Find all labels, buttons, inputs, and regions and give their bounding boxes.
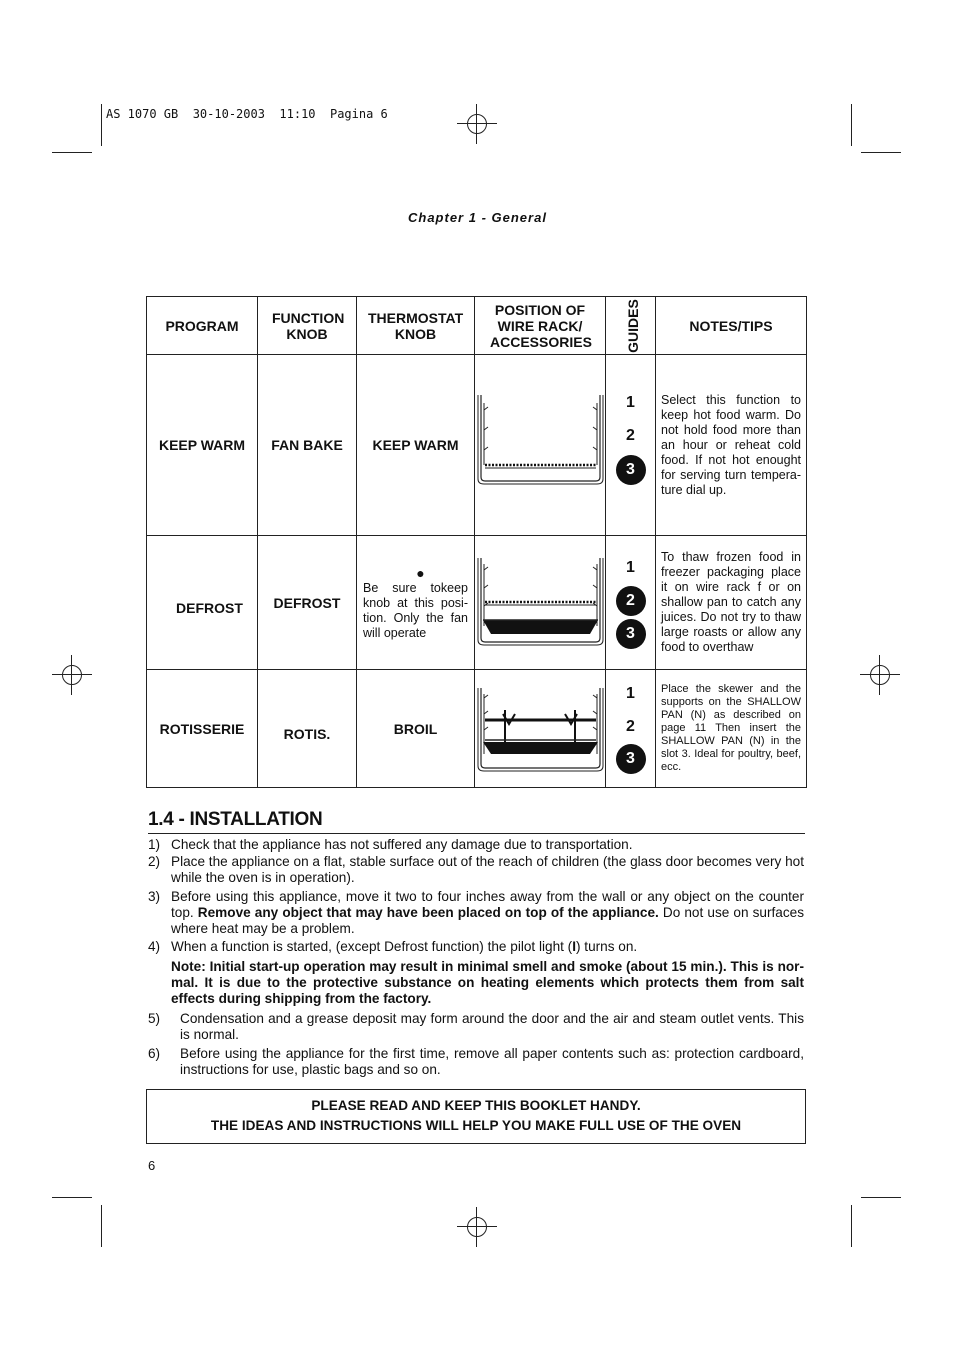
guide-number-2: 2 <box>626 718 635 735</box>
cell-program: KEEP WARM <box>147 355 258 536</box>
crop-mark <box>101 1205 102 1247</box>
registration-mark-icon <box>457 1207 497 1247</box>
header-notes: NOTES/TIPS <box>656 297 807 355</box>
cell-program: ROTISSERIE <box>147 670 258 788</box>
header-position-text: POSITION OF WIRE RACK/ ACCESSORIES <box>490 301 592 350</box>
note-text: Note: Initial start-up operation may result in minimal smell and smoke (about 15 min.). This is nor-mal. It is due to the protective substance on heating elements which protects them from salt effects during shipping from the factory. <box>171 959 804 1006</box>
item-text: Before using the appliance for the first time, remove all paper contents such as: protection cardboard, instructions for use, plastic bags and so on. <box>180 1046 804 1077</box>
thermostat-note: Be sure tokeep knob at this posi-tion. Only the fan will operate <box>363 580 468 640</box>
oven-rack-pan-diagram-icon <box>475 536 606 669</box>
section-title: 1.4 - INSTALLATION <box>148 809 323 830</box>
crop-mark <box>851 1205 852 1247</box>
notice-line-1: PLEASE READ AND KEEP THIS BOOKLET HANDY. <box>311 1098 641 1113</box>
item-text-part: When a function is started, (except Defrost function) the pilot light ( <box>171 939 573 954</box>
notice-line-2: THE IDEAS AND INSTRUCTIONS WILL HELP YOU MAKE FULL USE OF THE OVEN <box>210 1118 742 1133</box>
table-row <box>147 670 807 788</box>
list-item <box>148 889 804 937</box>
registration-mark-icon <box>457 104 497 144</box>
registration-mark-icon <box>52 655 92 695</box>
header-program: PROGRAM <box>147 297 258 355</box>
header-function-knob <box>258 297 357 355</box>
item-number: 2) <box>148 854 161 869</box>
guide-number-1: 1 <box>626 559 635 576</box>
item-text: Place the appliance on a flat, stable surface out of the reach of children (the glass door becomes very hot while the oven is in operation). <box>171 854 804 885</box>
page-number: 6 <box>148 1158 156 1173</box>
print-slug: AS 1070 GB 30-10-2003 11:10 Pagina 6 <box>106 107 388 121</box>
crop-mark <box>52 1197 92 1198</box>
installation-note <box>148 959 804 1007</box>
item-text: Condensation and a grease deposit may form around the door and the air and steam outlet vents. This is normal. <box>180 1011 804 1042</box>
program-table <box>146 296 807 788</box>
header-position <box>475 297 606 355</box>
crop-mark <box>101 104 102 146</box>
cell-function: DEFROST <box>258 536 357 670</box>
cell-function: FAN BAKE <box>258 355 357 536</box>
oven-rack-diagram-icon <box>475 355 606 535</box>
notice-box <box>146 1089 806 1144</box>
chapter-header: Chapter 1 - General <box>408 210 547 225</box>
item-number: 6) <box>148 1046 161 1061</box>
cell-notes: Select this function to keep hot food warm. Do not hold food more than an hour or reheat cold food. If not hot enought for serving turn tempera-ture dial up. <box>656 355 807 536</box>
guide-number-1: 1 <box>626 685 635 702</box>
list-item <box>148 854 804 886</box>
list-item <box>148 837 804 853</box>
cell-position <box>475 670 606 788</box>
item-text-part: ) turns on. <box>576 939 638 954</box>
header-thermostat-knob <box>357 297 475 355</box>
cell-thermostat <box>357 536 475 670</box>
cell-notes: To thaw frozen food in freezer packaging place it on wire rack f or on shallow pan to catch any juices. Do not try to thaw large roasts or allow any food to overthaw <box>656 536 807 670</box>
registration-mark-icon <box>860 655 900 695</box>
item-number: 4) <box>148 939 161 954</box>
section-divider <box>148 833 805 834</box>
cell-notes: Place the skewer and the supports on the SHALLOW PAN (N) as described on page 11 Then insert the SHALLOW PAN (N) in the slot 3. Ideal for poultry, beef, ecc. <box>656 670 807 788</box>
cell-program: DEFROST <box>147 536 258 670</box>
item-number: 5) <box>148 1011 161 1026</box>
table-row <box>147 536 807 670</box>
item-text-bold: Remove any object that may have been placed on top of the appliance. <box>197 905 659 920</box>
crop-mark <box>52 152 92 153</box>
table-row <box>147 355 807 536</box>
guide-number-3-active: 3 <box>616 744 646 774</box>
cell-function: ROTIS. <box>258 670 357 788</box>
cell-thermostat: KEEP WARM <box>357 355 475 536</box>
table-header-row <box>147 297 807 355</box>
header-guides <box>606 297 656 355</box>
item-text: Check that the appliance has not suffered any damage due to transportation. <box>171 837 633 852</box>
item-text-part: Before using this appliance, move it two to four inches away from the wall or any object on the counter top. <box>171 889 804 920</box>
item-text-bold: I <box>572 939 576 954</box>
crop-mark <box>861 152 901 153</box>
cell-guides <box>606 670 656 788</box>
header-guides-text: GUIDES <box>624 298 641 353</box>
list-item <box>148 1046 804 1078</box>
item-number: 1) <box>148 837 161 852</box>
rotisserie-diagram-icon <box>475 670 606 787</box>
cell-guides <box>606 355 656 536</box>
thermostat-dot-icon: ● <box>416 564 425 581</box>
header-function-text: FUNCTION KNOB <box>272 309 345 342</box>
crop-mark <box>861 1197 901 1198</box>
item-number: 3) <box>148 889 161 904</box>
header-thermostat-text: THERMOSTAT KNOB <box>368 309 464 342</box>
item-text <box>171 939 804 955</box>
list-item <box>148 1011 804 1043</box>
cell-position <box>475 355 606 536</box>
cell-position <box>475 536 606 670</box>
cell-thermostat: BROIL <box>357 670 475 788</box>
cell-guides <box>606 536 656 670</box>
item-text <box>171 889 804 937</box>
guide-number-3-active: 3 <box>616 619 646 649</box>
list-item <box>148 939 804 955</box>
item-text-part: Do not use on surfaces where heat may be a problem. <box>171 905 805 936</box>
guide-number-3-active: 3 <box>616 455 646 485</box>
guide-number-2: 2 <box>626 427 635 444</box>
guide-number-1: 1 <box>626 394 635 411</box>
crop-mark <box>851 104 852 146</box>
guide-number-2-active: 2 <box>616 586 646 616</box>
